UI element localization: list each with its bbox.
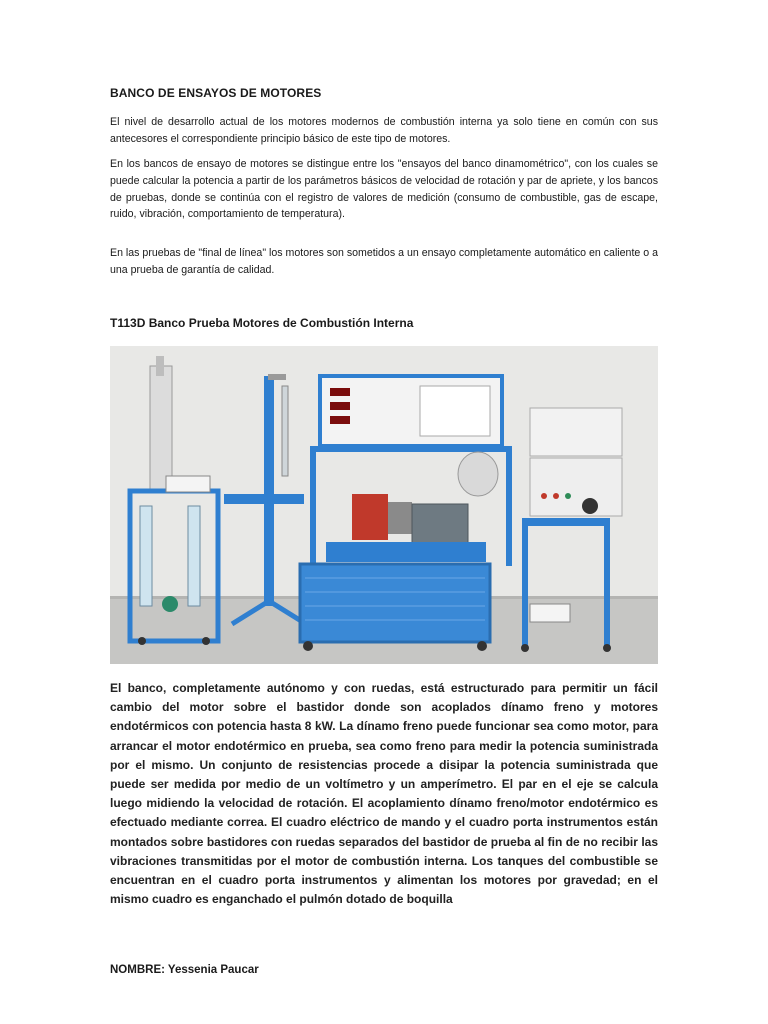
engine-test-bench-photo xyxy=(110,346,658,664)
document-heading: BANCO DE ENSAYOS DE MOTORES xyxy=(110,86,322,100)
description-paragraph: El banco, completamente autónomo y con ruedas, está estructurado para permitir un fácil cambio del motor sobre el bastidor donde son acoplados dínamo freno y motores endotérmicos con potencia hasta 8 kW. La dínamo freno puede funcionar sea como motor, para arrancar el motor endotérmico en prueba, sea como freno para medir la potencia suministrada por el mismo. Un conjunto de resistencias procede a disipar la potencia suministrada que puede ser medida por medio de un voltímetro y un amperímetro. El par en el eje se calcula luego midiendo la velocidad de rotación. El acoplamiento dínamo freno/motor endotérmico es efectuado mediante correa. El cuadro eléctrico de mando y el cuadro porta instrumentos están montados sobre bastidores con ruedas separados del bastidor de prueba al fin de no recibir las vibraciones transmitidas por el motor de combustión interna. Los tanques del combustible se encuentran en el cuadro porta instrumentos y alimentan los motores por gravedad; en el mismo cuadro es enganchado el pulmón dotado de boquilla xyxy=(110,681,658,907)
paragraph-test-benches: En los bancos de ensayo de motores se distingue entre los "ensayos del banco dinamométrico", con los cuales se puede calcular la potencia a partir de los parámetros básicos de velocidad de rotación y par de apriete, y los bancos de pruebas, donde se continúa con el registro de valores de medición (consumo de combustible, gas de escape, ruido, vibración, comportamiento de temperatura). xyxy=(110,158,658,221)
section-heading: T113D Banco Prueba Motores de Combustión Interna xyxy=(110,316,414,330)
paragraph-intro: El nivel de desarrollo actual de los motores modernos de combustión interna ya solo tiene en común con sus antecesores el correspondiente principio básico de este tipo de motores. xyxy=(110,116,658,145)
paragraph-end-of-line: En las pruebas de "final de línea" los motores son sometidos a un ensayo completamente automático en caliente o a una prueba de garantía de calidad. xyxy=(110,247,658,276)
author-name: NOMBRE: Yessenia Paucar xyxy=(110,964,259,976)
